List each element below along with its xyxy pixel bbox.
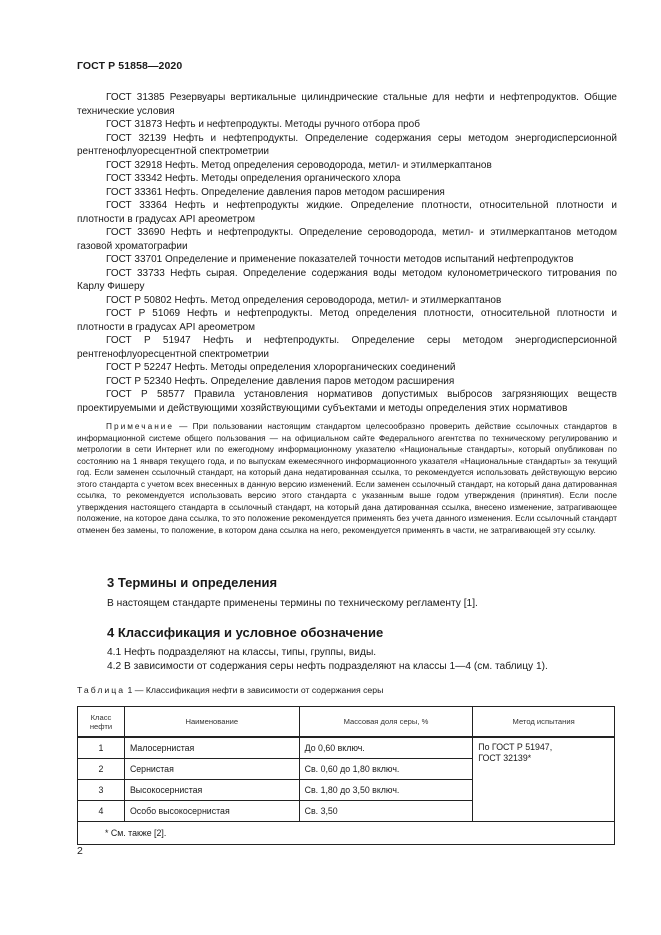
table-footnote: * См. также [2]. bbox=[78, 822, 615, 845]
name-cell: Сернистая bbox=[124, 759, 299, 780]
sulfur-cell: До 0,60 включ. bbox=[299, 737, 473, 759]
note-label: Примечание bbox=[106, 421, 175, 431]
class-cell: 2 bbox=[78, 759, 125, 780]
reference-item: ГОСТ 33342 Нефть. Методы определения органического хлора bbox=[106, 173, 401, 184]
sulfur-cell: Св. 1,80 до 3,50 включ. bbox=[299, 780, 473, 801]
page-number: 2 bbox=[77, 845, 83, 857]
sulfur-classification-table bbox=[77, 706, 615, 845]
note-paragraph bbox=[77, 421, 617, 536]
name-cell: Малосернистая bbox=[124, 737, 299, 759]
section-4-1-text: 4.1 Нефть подразделяют на классы, типы, группы, виды. bbox=[107, 647, 377, 658]
reference-item: ГОСТ 32139 Нефть и нефтепродукты. Определение содержания серы методом энергодисперсионной рентгенофлуоресцентной спектрометрии bbox=[77, 132, 617, 157]
reference-item: ГОСТ 33733 Нефть сырая. Определение содержания воды методом кулонометрического титрования по Карлу Фишеру bbox=[77, 267, 617, 292]
table-caption bbox=[77, 685, 383, 695]
sulfur-cell: Св. 3,50 bbox=[299, 801, 473, 822]
method-line: По ГОСТ Р 51947, bbox=[478, 742, 553, 752]
name-cell: Высокосернистая bbox=[124, 780, 299, 801]
section-3-text: В настоящем стандарте применены термины по техническому регламенту [1]. bbox=[107, 598, 478, 609]
header-class: Класс нефти bbox=[78, 707, 125, 738]
reference-item: ГОСТ Р 52340 Нефть. Определение давления паров методом расширения bbox=[106, 375, 455, 387]
reference-item: ГОСТ 33690 Нефть и нефтепродукты. Определение сероводорода, метил- и этилмеркаптанов методом газовой хроматографии bbox=[77, 227, 617, 252]
table-caption-label: Таблица bbox=[77, 685, 126, 695]
document-code-header: ГОСТ Р 51858—2020 bbox=[77, 60, 183, 72]
reference-item: ГОСТ Р 58577 Правила установления нормативов допустимых выбросов загрязняющих веществ проектируемыми и действующими хозяйствующими субъектами и методы определения этих нормативов bbox=[77, 389, 617, 414]
note-block bbox=[77, 421, 617, 536]
note-text: — При пользовании настоящим стандартом целесообразно проверить действие ссылочных стандартов в информационной системе общего пользования — на официальном сайте Федерального агентства по техническому регулированию и метрологии в сети Интернет или по ежегодному информационному указателю «Национальные стандарты», который опубликован по состоянию на 1 января текущего года, и по выпускам ежемесячного информационного указателя «Национальные стандарты» за текущий год. Если заменен ссылочный стандарт, на который дана недатированная ссылка, то рекомендуется использовать действующую версию этого стандарта с учетом всех внесенных в данную версию изменений. Если заменен ссылочный стандарт, на который дана датированная ссылка, то рекомендуется использовать версию этого стандарта с указанным выше годом утверждения (принятия). Если после утверждения настоящего стандарта в ссылочный стандарт, на который дана датированная ссылка, внесено изменение, затрагивающее положение, на которое дана ссылка, то это положение рекомендуется применять без учета данного изменения. Если ссылочный стандарт отменен без замены, то положение, в котором дана ссылка на него, рекомендуется применять в части, не затрагивающей эту ссылку. bbox=[77, 421, 617, 535]
sulfur-cell: Св. 0,60 до 1,80 включ. bbox=[299, 759, 473, 780]
class-cell: 3 bbox=[78, 780, 125, 801]
reference-item: ГОСТ 33701 Определение и применение показателей точности методов испытаний нефтепродуктов bbox=[106, 254, 574, 265]
reference-item: ГОСТ 33364 Нефть и нефтепродукты жидкие. Определение плотности, относительной плотности и плотности в градусах API ареометром bbox=[77, 200, 617, 225]
name-cell: Особо высокосернистая bbox=[124, 801, 299, 822]
normative-references-list bbox=[77, 91, 617, 415]
reference-item: ГОСТ Р 50802 Нефть. Метод определения сероводорода, метил- и этилмеркаптанов bbox=[106, 294, 502, 306]
section-3-title: 3 Термины и определения bbox=[107, 575, 278, 590]
reference-item: ГОСТ Р 51069 Нефть и нефтепродукты. Метод определения плотности, относительной плотности и плотности в градусах API ареометром bbox=[77, 308, 617, 333]
table-row bbox=[78, 737, 615, 759]
reference-item: ГОСТ 32918 Нефть. Метод определения сероводорода, метил- и этилмеркаптанов bbox=[106, 159, 492, 171]
header-name: Наименование bbox=[124, 707, 299, 738]
test-method-cell bbox=[473, 737, 615, 822]
section-4-title: 4 Классификация и условное обозначение bbox=[107, 625, 384, 640]
table-header-row bbox=[78, 707, 615, 738]
section-4-2-text: 4.2 В зависимости от содержания серы нефть подразделяют на классы 1—4 (см. таблицу 1). bbox=[107, 661, 548, 672]
reference-item: ГОСТ Р 51947 Нефть и нефтепродукты. Определение серы методом энергодисперсионной рентгенофлуоресцентной спектрометрии bbox=[77, 335, 617, 360]
header-sulfur-fraction: Массовая доля серы, % bbox=[299, 707, 473, 738]
table-footnote-row bbox=[78, 822, 615, 845]
table-caption-text: 1 — Классификация нефти в зависимости от содержания серы bbox=[125, 685, 384, 695]
header-test-method: Метод испытания bbox=[473, 707, 615, 738]
class-cell: 4 bbox=[78, 801, 125, 822]
reference-item: ГОСТ 31873 Нефть и нефтепродукты. Методы ручного отбора проб bbox=[106, 119, 420, 130]
reference-item: ГОСТ Р 52247 Нефть. Методы определения хлорорганических соединений bbox=[106, 362, 456, 373]
reference-item: ГОСТ 31385 Резервуары вертикальные цилиндрические стальные для нефти и нефтепродуктов. Общие технические условия bbox=[77, 92, 617, 117]
class-cell: 1 bbox=[78, 737, 125, 759]
reference-item: ГОСТ 33361 Нефть. Определение давления паров методом расширения bbox=[106, 186, 445, 198]
method-line: ГОСТ 32139* bbox=[478, 753, 532, 763]
